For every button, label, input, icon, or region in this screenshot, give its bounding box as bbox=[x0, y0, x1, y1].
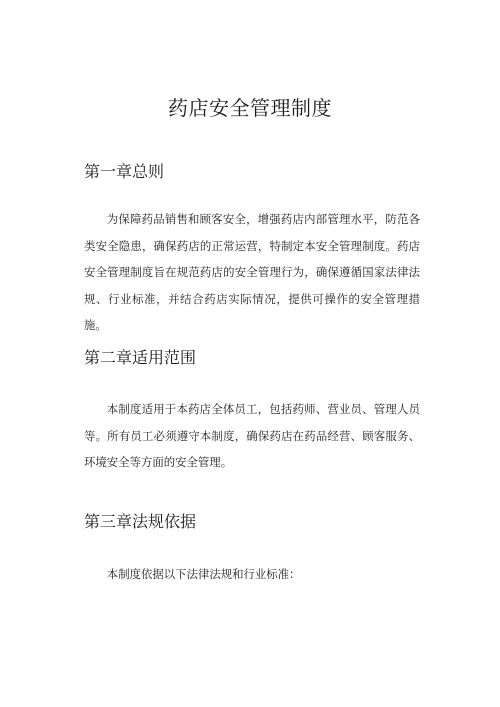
chapter-3-heading: 第三章法规依据 bbox=[84, 512, 197, 531]
chapter-1-heading: 第一章总则 bbox=[84, 162, 165, 181]
chapter-1-paragraph: 为保障药品销售和顾客安全，增强药店内部管理水平，防范各类安全隐患，确保药店的正常运营，特制定本安全管理制度。药店安全管理制度旨在规范药店的安全管理行为，确保遵循国家法律法规、行业标准，并结合药店实际情况，提供可操作的安全管理措施。 bbox=[84, 212, 420, 332]
chapter-3-paragraph: 本制度依据以下法律法规和行业标准： bbox=[106, 567, 301, 581]
chapter-2-heading: 第二章适用范围 bbox=[84, 348, 197, 367]
chapter-2-paragraph: 本制度适用于本药店全体员工，包括药师、营业员、管理人员等。所有员工必须遵守本制度，确保药店在药品经营、顾客服务、环境安全等方面的安全管理。 bbox=[84, 402, 420, 469]
document-title: 药店安全管理制度 bbox=[168, 96, 332, 120]
